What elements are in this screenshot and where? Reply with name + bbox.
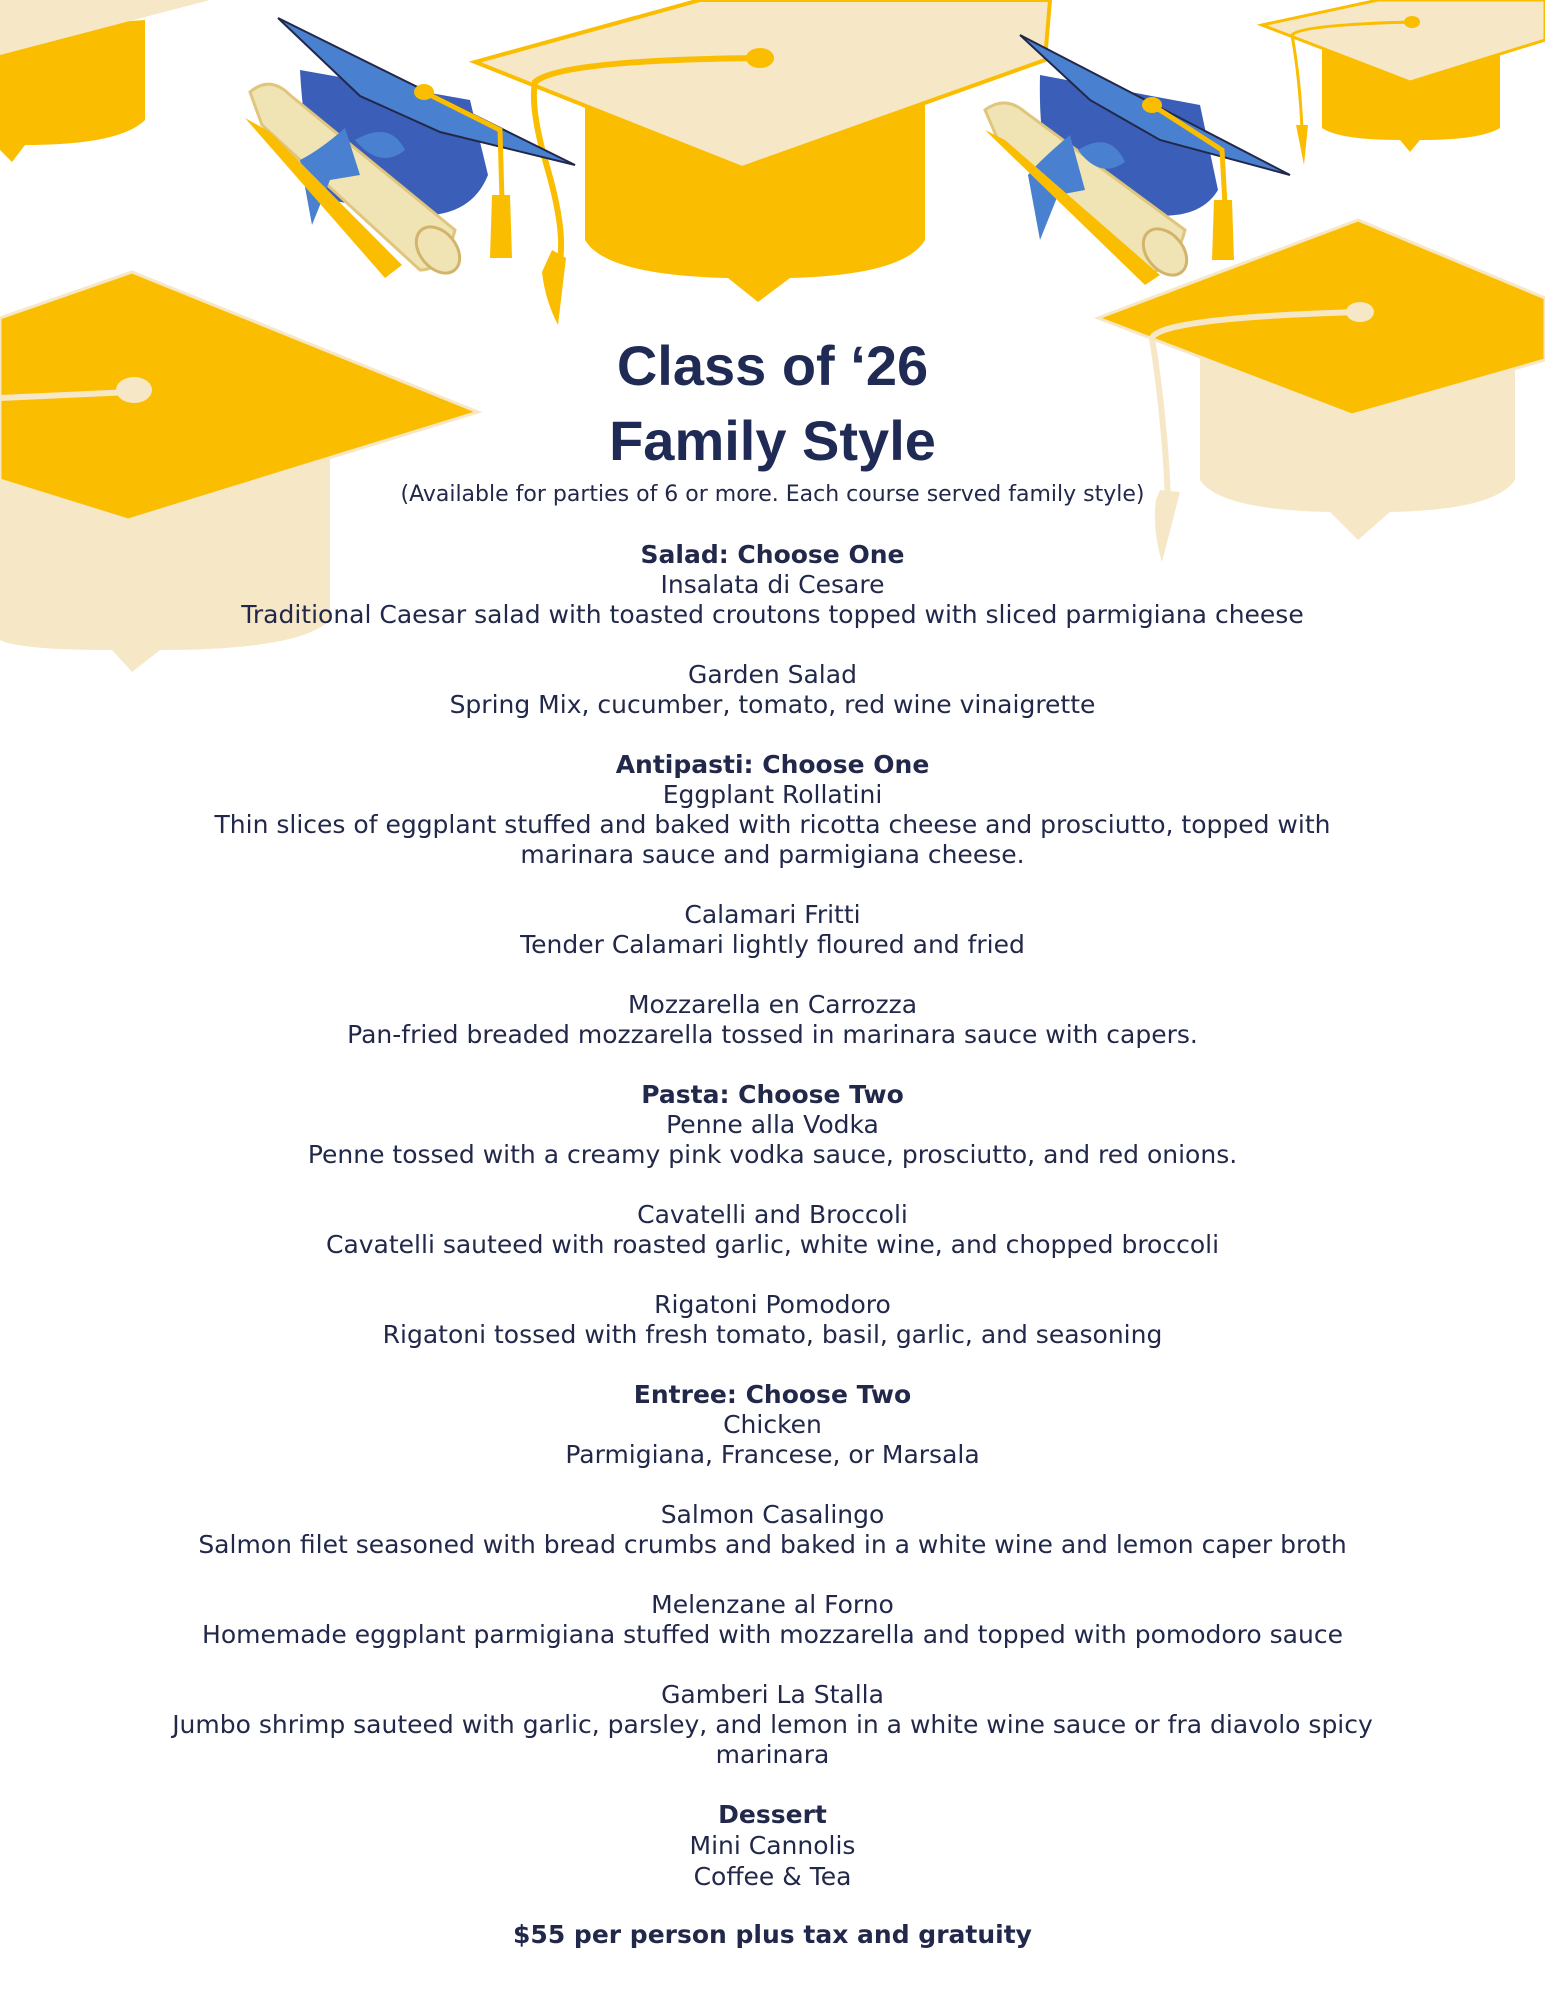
menu <box>0 328 1545 1950</box>
menu-subtitle: (Available for parties of 6 or more. Each course served family style) <box>400 482 1145 507</box>
item-name: Gamberi La Stalla <box>661 1680 884 1709</box>
item-description: Pan-fried breaded mozzarella tossed in marinara sauce with capers. <box>347 1020 1198 1049</box>
section-salad <box>0 540 1545 720</box>
item-description: Cavatelli sauteed with roasted garlic, white wine, and chopped broccoli <box>325 1230 1220 1259</box>
section-title: Antipasti: Choose One <box>615 750 930 779</box>
menu-item <box>0 1410 1545 1470</box>
item-name: Eggplant Rollatini <box>662 780 883 809</box>
item-description: Homemade eggplant parmigiana stuffed with mozzarella and topped with pomodoro sauce <box>202 1620 1343 1649</box>
menu-item <box>0 1500 1545 1560</box>
section-title: Entree: Choose Two <box>633 1380 912 1409</box>
item-name: Cavatelli and Broccoli <box>637 1200 908 1229</box>
menu-item <box>0 1590 1545 1650</box>
dessert-item: Coffee & Tea <box>693 1862 852 1891</box>
item-description: Salmon filet seasoned with bread crumbs and baked in a white wine and lemon caper broth <box>198 1530 1347 1559</box>
graduation-cap-icon <box>0 0 210 162</box>
item-description: Parmigiana, Francese, or Marsala <box>565 1440 980 1469</box>
menu-item <box>0 570 1545 630</box>
item-name: Penne alla Vodka <box>666 1110 879 1139</box>
menu-item <box>0 900 1545 960</box>
menu-item <box>0 990 1545 1050</box>
menu-item <box>0 1110 1545 1170</box>
item-description: Penne tossed with a creamy pink vodka sauce, prosciutto, and red onions. <box>307 1140 1238 1169</box>
section-entree <box>0 1380 1545 1770</box>
section-title: Dessert <box>718 1800 827 1829</box>
section-dessert <box>0 1800 1545 1892</box>
item-name: Garden Salad <box>688 660 857 689</box>
menu-title <box>0 328 1545 478</box>
section-title: Pasta: Choose Two <box>641 1080 904 1109</box>
menu-item <box>0 780 1545 870</box>
menu-item <box>0 1680 1545 1770</box>
title-line-1: Class of ‘26 <box>616 334 929 397</box>
item-description: Thin slices of eggplant stuffed and baked with ricotta cheese and prosciutto, topped with marinara sauce and parmigiana cheese. <box>214 810 1331 869</box>
item-name: Rigatoni Pomodoro <box>654 1290 891 1319</box>
price-note: $55 per person plus tax and gratuity <box>513 1920 1032 1949</box>
item-name: Calamari Fritti <box>684 900 861 929</box>
menu-item <box>0 1200 1545 1260</box>
item-name: Insalata di Cesare <box>660 570 885 599</box>
menu-item <box>0 660 1545 720</box>
item-name: Salmon Casalingo <box>660 1500 885 1529</box>
section-antipasti <box>0 750 1545 1050</box>
section-title: Salad: Choose One <box>640 540 905 569</box>
dessert-item: Mini Cannolis <box>689 1831 856 1860</box>
item-name: Melenzane al Forno <box>651 1590 894 1619</box>
item-description: Spring Mix, cucumber, tomato, red wine vinaigrette <box>449 690 1096 719</box>
menu-item <box>0 1290 1545 1350</box>
section-pasta <box>0 1080 1545 1350</box>
item-name: Chicken <box>723 1410 822 1439</box>
graduation-cap-icon <box>1262 0 1545 165</box>
item-name: Mozzarella en Carrozza <box>627 990 918 1019</box>
item-description: Jumbo shrimp sauteed with garlic, parsley, and lemon in a white wine sauce or fra diavolo spicy marinara <box>172 1710 1373 1769</box>
item-description: Tender Calamari lightly floured and fried <box>520 930 1025 959</box>
title-line-2: Family Style <box>609 409 936 472</box>
item-description: Traditional Caesar salad with toasted croutons topped with sliced parmigiana cheese <box>241 600 1304 629</box>
item-description: Rigatoni tossed with fresh tomato, basil, garlic, and seasoning <box>382 1320 1163 1349</box>
